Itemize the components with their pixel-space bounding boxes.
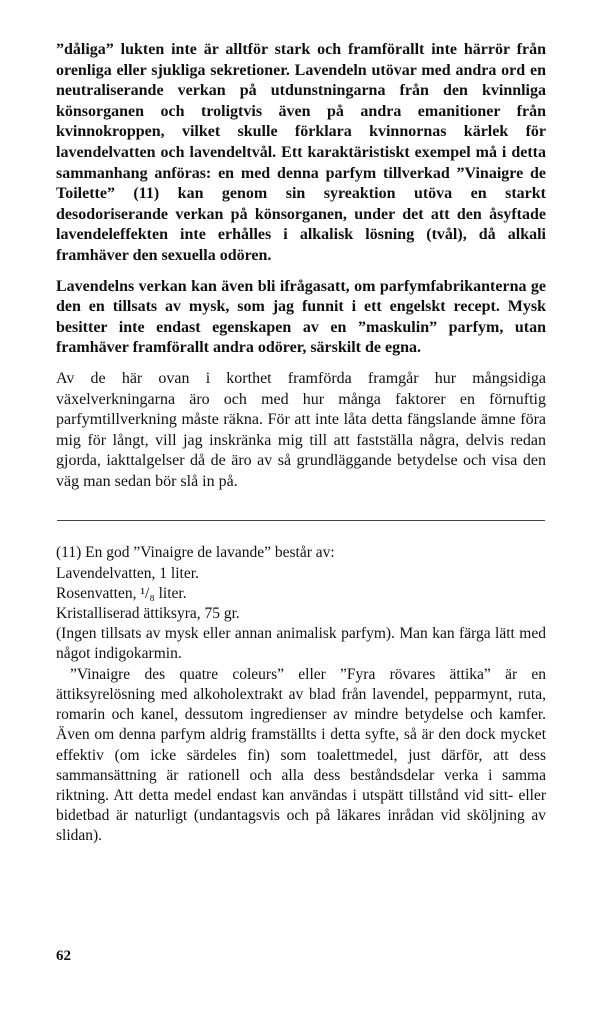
body-paragraph-2: Lavendelns verkan kan även bli ifrågasatt, om parfymfabrikanterna ge den en tillsats av mysk, som jag funnit i ett engelskt recept. Mysk besitter inte endast egenskapen av en ”maskulin” parfym, utan framhäver framförallt andra odörer, särskilt de egna. [56, 277, 546, 357]
recipe-line-3: Kristalliserad ättiksyra, 75 gr. [56, 605, 240, 623]
recipe-line-2: Rosenvatten, ¹/₈ liter. [56, 584, 187, 602]
page-content [56, 40, 546, 847]
footnote-paragraph: ”Vinaigre des quatre coleurs” eller ”Fyra rövares ättika” är en ättiksyrelösning med alkoholextrakt av blad från lavendel, pepparmynt, ruta, romarin och kanel, dessutom ingredienser av mindre betydelse och kamfer. Även om denna parfym aldrig framställts i detta syfte, så är den dock mycket effektiv (om icke särdeles fin) som toalettmedel, just därför, att dess sammansättning är rationell och alla dess beståndsdelar verka i samma riktning. Att detta medel endast kan användas i utspätt tillstånd vid sitt- eller bidetbad är naturligt (undantagsvis och på läkares inrådan vid sköljning av slidan). [56, 665, 546, 845]
footnote-divider [57, 520, 545, 521]
body-paragraph-3: Av de här ovan i korthet framförda framgår hur mångsidiga växelverkningarna äro och med hur många faktorer en förnuftig parfymtillverkning måste räkna. För att inte låta detta fängslande ämne föra mig för långt, vill jag inskränka mig till att fastställa några, delvis redan gjorda, iakttalgelser då de äro av så grundläggande betydelse och visa den väg man sedan bör slå in på. [56, 369, 546, 490]
body-paragraph-1: ”dåliga” lukten inte är alltför stark och framförallt inte härrör från orenliga eller sjukliga sekretioner. Lavendeln utövar med andra ord en neutraliserande verkan på utdunstningarna från den kvinnliga könsorganen och troligtvis även på andra emanitioner från kvinnokroppen, vilket skulle förklara kvinnornas kärlek för lavendelvatten och lavendeltvål. Ett karaktäristiskt exempel må i detta sammanhang anföras: en med denna parfym tillverkad ”Vinaigre de Toilette” (11) kan genom sin syreaktion utöva en starkt desodoriserande verkan på könsorganen, under det att den åsyftade lavendeleffekten inte erhålles i alkalisk lösning (tvål), då alkali framhäver den sexuella odören. [56, 41, 546, 264]
recipe-line-1: Lavendelvatten, 1 liter. [56, 564, 199, 582]
page-number: 62 [56, 948, 71, 964]
footnote [56, 543, 546, 846]
footnote-note: (Ingen tillsats av mysk eller annan animalisk parfym). Man kan färga lätt med något indigokarmin. [56, 625, 546, 663]
footnote-heading: (11) En god ”Vinaigre de lavande” består av: [56, 544, 335, 562]
